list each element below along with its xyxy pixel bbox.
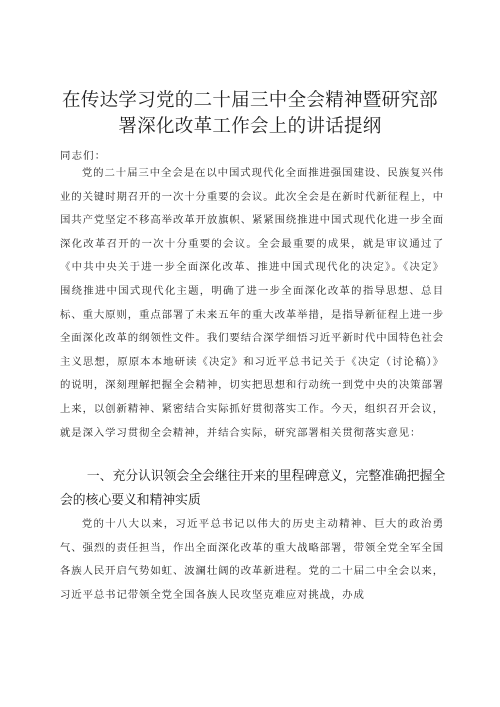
section-heading-1: 一、充分认识领会全会继往开来的里程碑意义，完整准确把握全会的核心要义和精神实质 [60,469,446,508]
salutation: 同志们： [60,150,107,162]
document-title-line-1: 在传达学习党的二十届三中全会精神暨研究部 [61,90,438,111]
body-paragraph-1: 党的二十届三中全会是在以中国式现代化全面推进强国建设、民族复兴伟业的关键时期召开的一次十分重要的会议。此次全会是在新时代新征程上，中国共产党坚定不移高举改革开放旗帜、紧紧围绕推进中国式现代化进一步全面深化改革召开的一次十分重要的会议。全会最重要的成果，就是审议通过了《中共中央关于进一步全面深化改革、推进中国式现代化的决定》。《决定》围绕推进中国式现代化主题，明确了进一步全面深化改革的指导思想、总目标、重大原则，重点部署了未来五年的重大改革举措，是指导新征程上进一步全面深化改革的纲领性文件。我们要结合深学细悟习近平新时代中国特色社会主义思想，原原本本地研读《决定》和习近平总书记关于《决定（讨论稿）》的说明，深刻理解把握全会精神，切实把思想和行动统一到党中央的决策部署上来，以创新精神、紧密结合实际抓好贯彻落实工作。今天，组织召开会议，就是深入学习贯彻全会精神，并结合实际，研究部署相关贯彻落实意见： [60,167,444,439]
body-paragraph-2: 党的十八大以来，习近平总书记以伟大的历史主动精神、巨大的政治勇气、强烈的责任担当，作出全面深化改革的重大战略部署，带领全党全军全国各族人民开启气势如虹、波澜壮阔的改革新进程。党的二十届二中全会以来，习近平总书记带领全党全国各族人民攻坚克难应对挑战，办成 [60,518,444,601]
document-title-line-2: 署深化改革工作会上的讲话提纲 [118,116,382,137]
